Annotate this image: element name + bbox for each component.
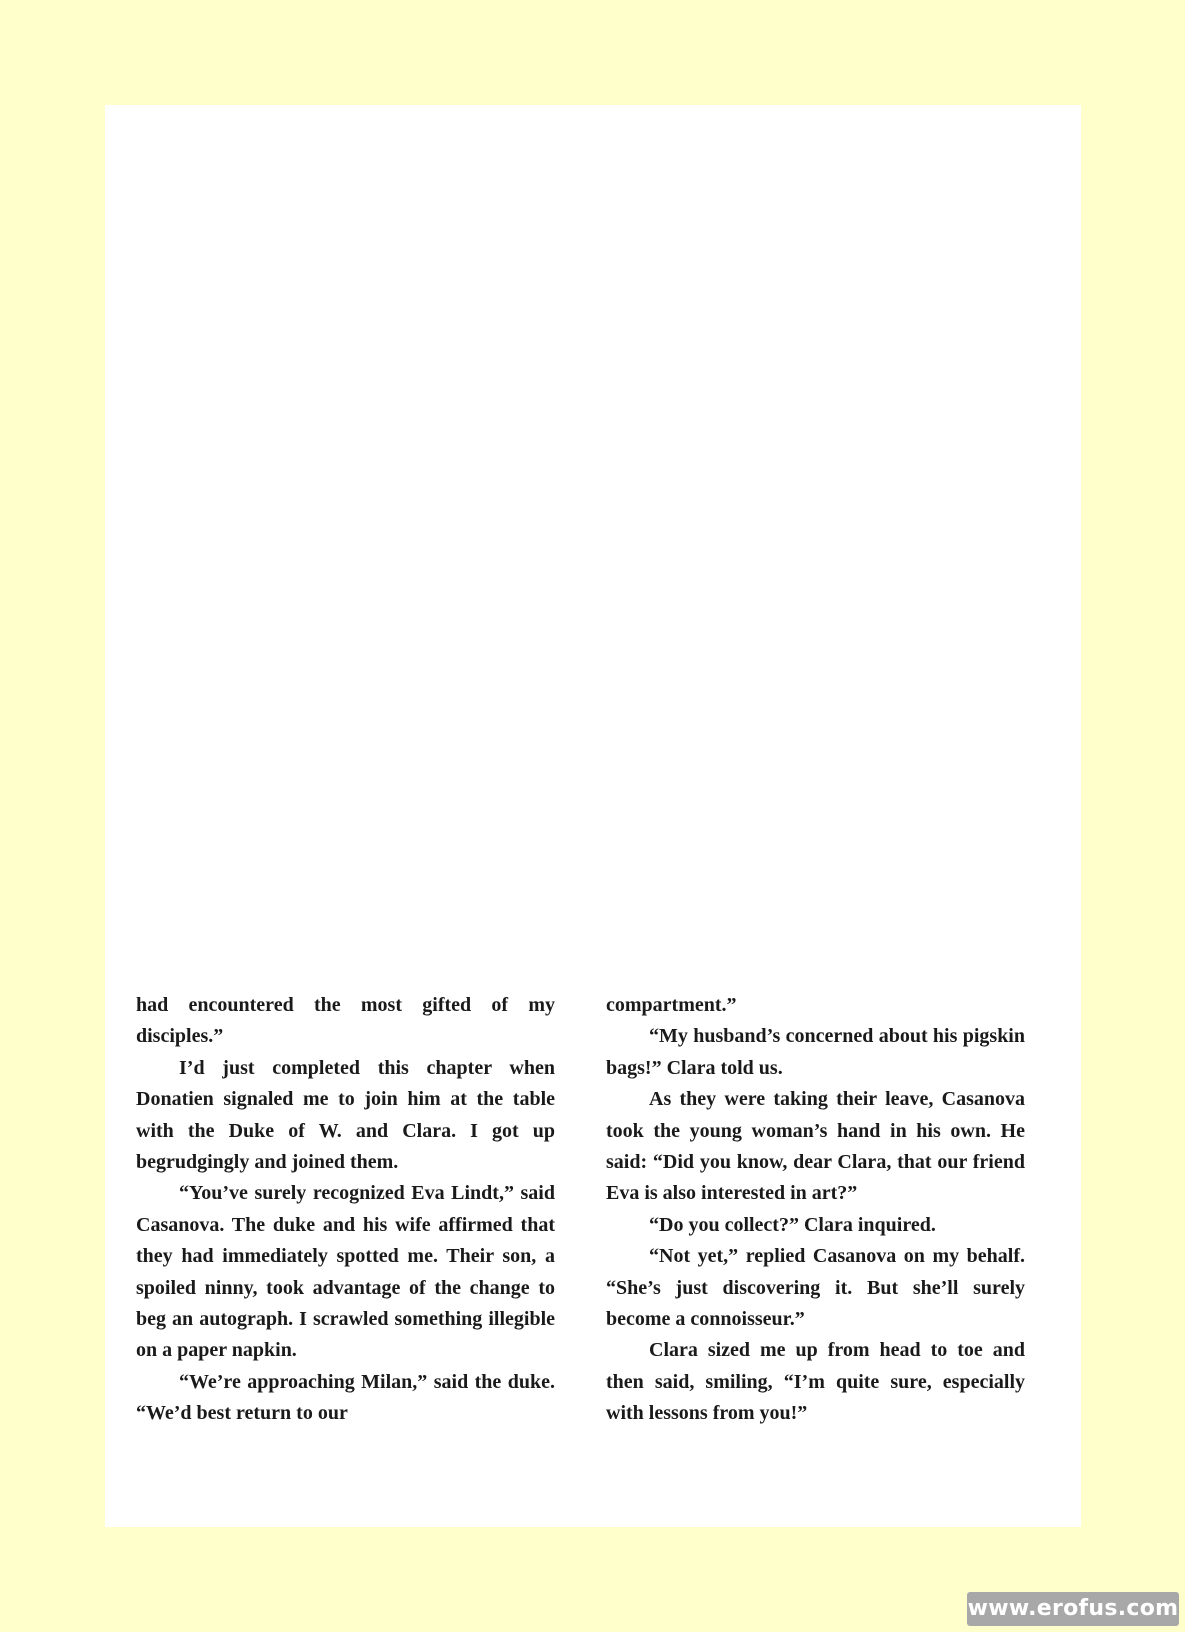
paragraph: I’d just completed this chapter when Donatien signaled me to join him at the table with the Duke of W. and Clara. I got up begrudgingly and joined them. — [136, 1056, 555, 1174]
paragraph: Clara sized me up from head to toe and then said, smiling, “I’m quite sure, especially with lessons from you!” — [606, 1339, 1025, 1425]
paragraph: had encountered the most gifted of my disciples.” — [136, 994, 555, 1048]
watermark-badge: www.erofus.com — [967, 1592, 1179, 1626]
text-column-left — [136, 990, 555, 1430]
paragraph: “My husband’s concerned about his pigskin bags!” Clara told us. — [606, 1025, 1025, 1079]
paragraph: As they were taking their leave, Casanova took the young woman’s hand in his own. He said: “Did you know, dear Clara, that our friend Eva is also interested in art?” — [606, 1088, 1025, 1205]
paragraph: “You’ve surely recognized Eva Lindt,” said Casanova. The duke and his wife affirmed that they had immediately spotted me. Their son, a spoiled ninny, took advantage of the change to beg an autograph. I scrawled something illegible on a paper napkin. — [136, 1182, 555, 1362]
paragraph: “Not yet,” replied Casanova on my behalf. “She’s just discovering it. But she’ll surely become a connoisseur.” — [606, 1245, 1025, 1331]
paragraph: “Do you collect?” Clara inquired. — [649, 1213, 936, 1236]
paragraph: compartment.” — [606, 994, 737, 1016]
paragraph: “We’re approaching Milan,” said the duke. “We’d best return to our — [136, 1370, 555, 1425]
text-column-right — [606, 990, 1025, 1430]
